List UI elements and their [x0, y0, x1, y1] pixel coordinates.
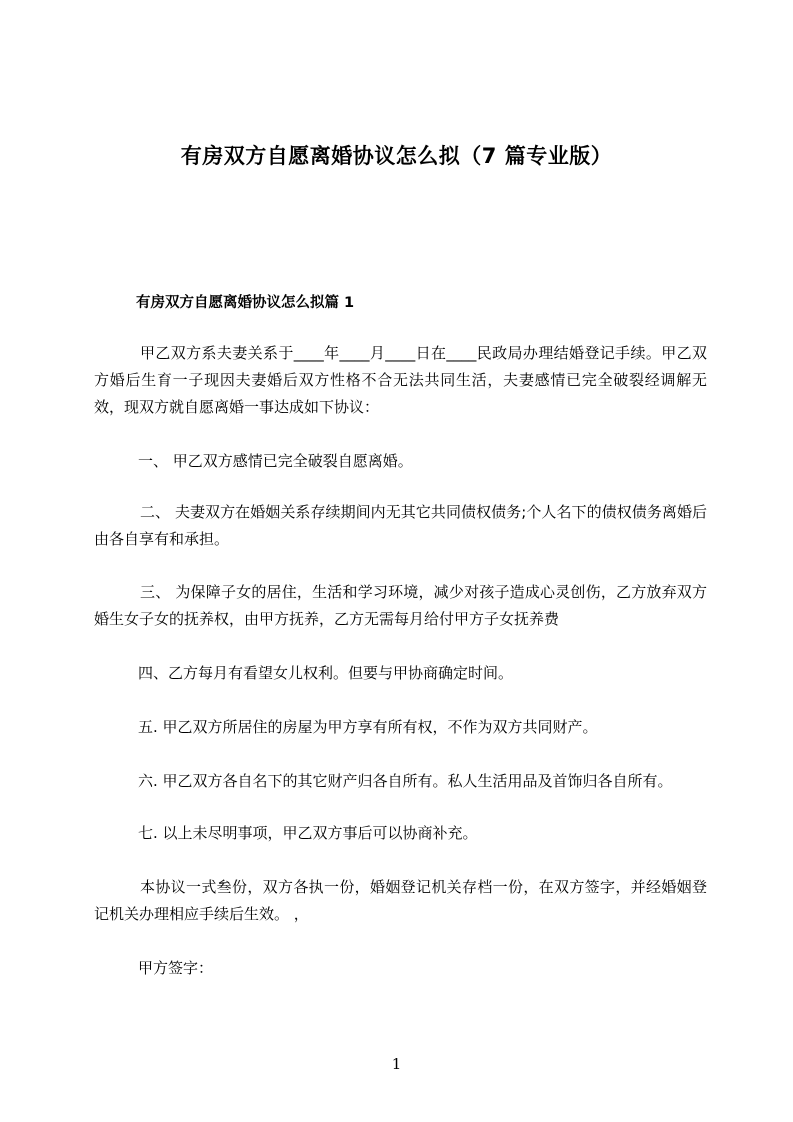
- clause-5: 五. 甲乙双方所居住的房屋为甲方享有所有权，不作为双方共同财产。: [138, 718, 598, 736]
- document-title: 有房双方自愿离婚协议怎么拟（7 篇专业版）: [180, 144, 613, 168]
- clause-3: 三、 为保障子女的居住，生活和学习环境，减少对孩子造成心灵创伤，乙方放弃双方婚生女子女的抚养权，由甲方抚养，乙方无需每月给付甲方子女抚养费: [94, 583, 707, 628]
- closing-paragraph: 本协议一式叁份，双方各执一份，婚姻登记机关存档一份，在双方签字，并经婚姻登记机关办理相应手续后生效。 ，: [94, 878, 707, 923]
- intro-paragraph: 甲乙双方系夫妻关系于____年____月____日在____民政局办理结婚登记手续。甲乙双方婚后生育一子现因夫妻婚后双方性格不合无法共同生活，夫妻感情已完全破裂经调解无效，现双方就自愿离婚一事达成如下协议：: [94, 344, 707, 416]
- section-heading: 有房双方自愿离婚协议怎么拟篇 1: [136, 295, 355, 311]
- clause-7: 七. 以上未尽明事项，甲乙双方事后可以协商补充。: [138, 824, 478, 842]
- clause-1: 一、 甲乙双方感情已完全破裂自愿离婚。: [138, 452, 413, 470]
- clause-6: 六. 甲乙双方各自名下的其它财产归各自所有。私人生活用品及首饰归各自所有。: [138, 772, 673, 790]
- clause-2: 二、 夫妻双方在婚姻关系存续期间内无其它共同债权债务;个人名下的债权债务离婚后由各自享有和承担。: [94, 503, 707, 548]
- page-number: 1: [391, 1055, 402, 1073]
- signature-label: 甲方签字：: [138, 959, 214, 977]
- clause-4: 四、乙方每月有看望女儿权利。但要与甲协商确定时间。: [138, 664, 514, 682]
